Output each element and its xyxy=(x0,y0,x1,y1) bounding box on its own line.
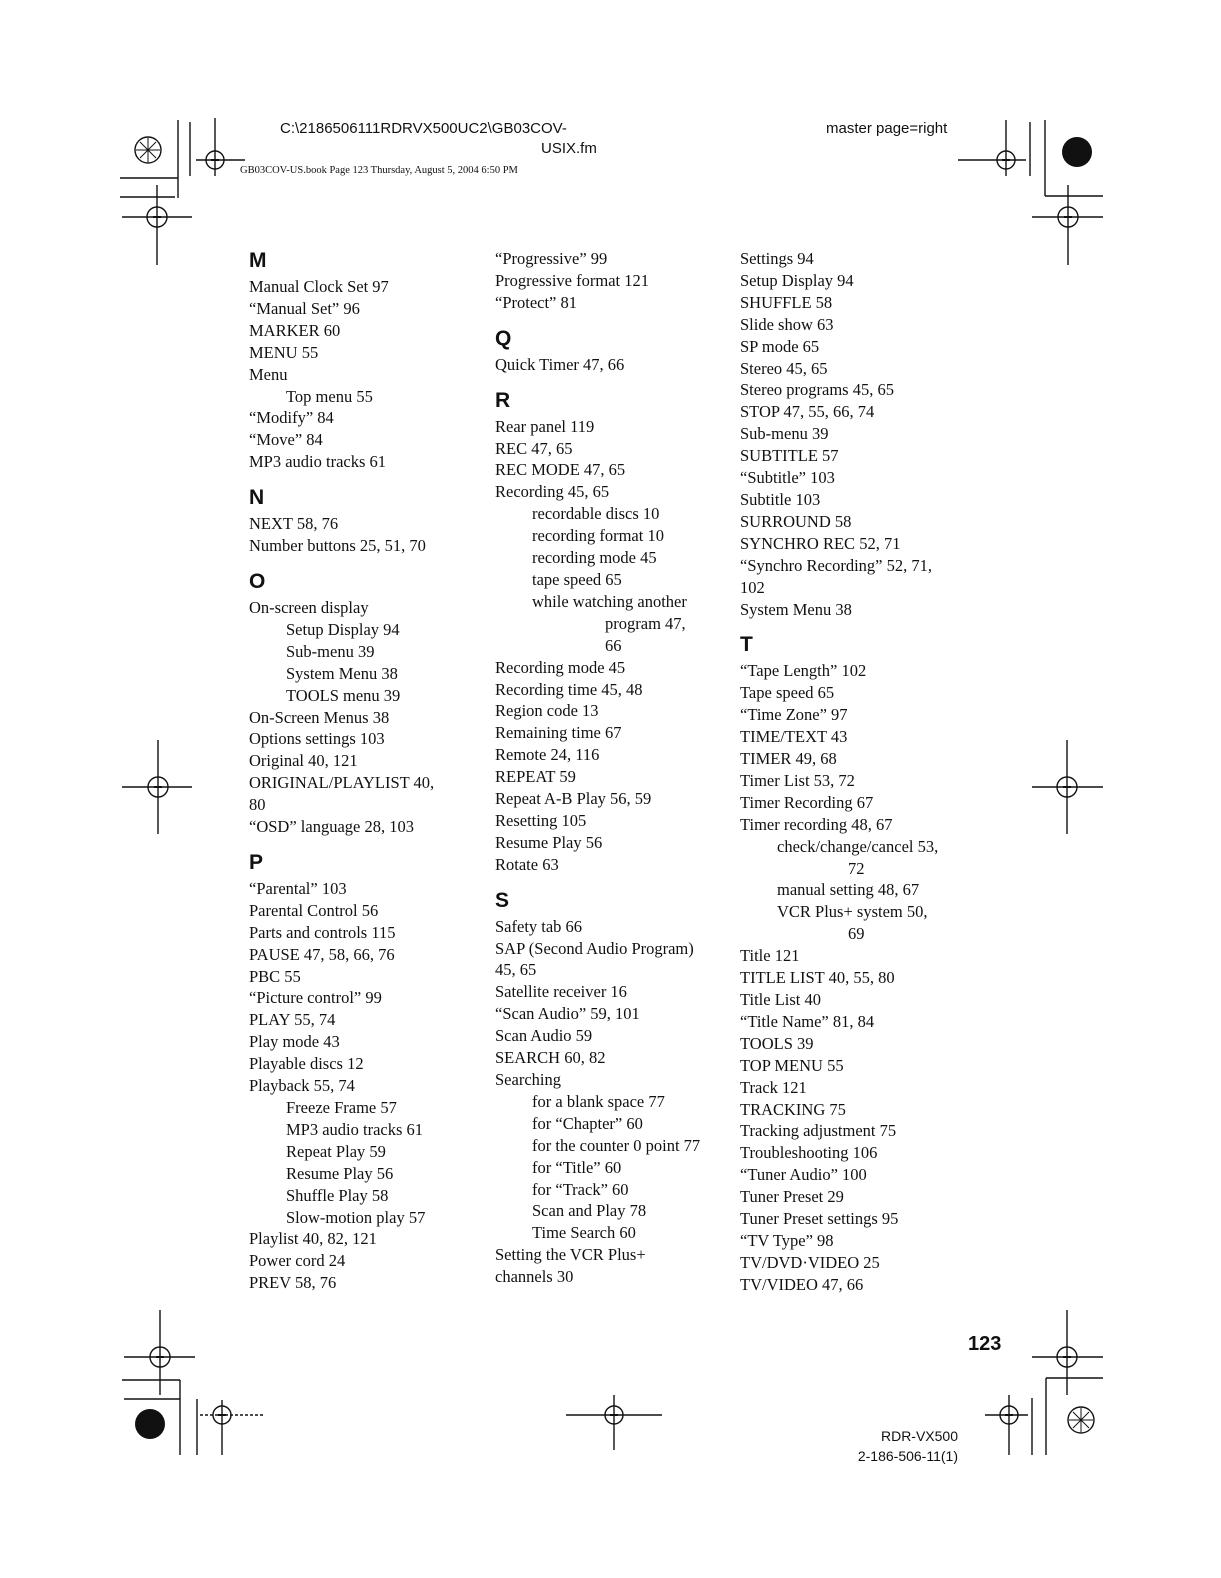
index-entry: TIMER 49, 68 xyxy=(740,749,837,769)
index-subentry: tape speed 65 xyxy=(532,569,622,589)
index-subentry: manual setting 48, 67 xyxy=(777,880,920,900)
mark-center xyxy=(1063,786,1071,788)
section-letter: M xyxy=(249,249,267,272)
model-number: RDR-VX500 xyxy=(880,1428,958,1444)
mark-center xyxy=(156,1356,164,1358)
index-entry: Timer Recording 67 xyxy=(740,792,874,812)
index-entry: ORIGINAL/PLAYLIST 40, xyxy=(249,773,435,793)
index-entry: SUBTITLE 57 xyxy=(740,446,839,466)
index-entry: Searching xyxy=(495,1070,561,1089)
index-entry: TV/DVD·VIDEO 25 xyxy=(740,1252,880,1272)
index-entry: Stereo programs 45, 65 xyxy=(740,380,894,400)
mark-center xyxy=(1002,159,1010,161)
index-entry: SAP (Second Audio Program) xyxy=(495,938,694,958)
index-entry: Tuner Preset 29 xyxy=(740,1187,844,1207)
index-entry: Recording 45, 65 xyxy=(495,482,610,502)
index-entry: “Synchro Recording” 52, 71, xyxy=(740,555,932,575)
index-entry: Rotate 63 xyxy=(495,854,559,874)
section-letter: S xyxy=(495,888,510,912)
index-entry: Playlist 40, 82, 121 xyxy=(249,1229,377,1249)
index-entry: “Picture control” 99 xyxy=(249,988,382,1008)
index-entry: “Subtitle” 103 xyxy=(740,468,835,488)
section-letter: R xyxy=(495,388,511,412)
index-subentry: for the counter 0 point 77 xyxy=(532,1135,701,1155)
index-entry-continuation: 69 xyxy=(848,924,865,944)
index-entry: Subtitle 103 xyxy=(740,489,821,509)
index-subentry: for “Chapter” 60 xyxy=(532,1113,643,1133)
index-entry: Parts and controls 115 xyxy=(249,922,396,942)
mark-center xyxy=(153,216,161,218)
index-subentry: Time Search 60 xyxy=(532,1223,636,1243)
index-subentry: System Menu 38 xyxy=(286,663,398,683)
index-entry: Repeat A-B Play 56, 59 xyxy=(495,789,652,809)
index-entry: Track 121 xyxy=(740,1077,807,1097)
page-number: 123 xyxy=(968,1333,1002,1355)
index-entry: Play mode 43 xyxy=(249,1032,340,1052)
index-entry: Settings 94 xyxy=(740,249,814,268)
index-entry: SEARCH 60, 82 xyxy=(495,1048,606,1068)
index-entry: “Protect” 81 xyxy=(495,292,578,312)
index-entry: channels 30 xyxy=(495,1267,574,1287)
index-subentry: VCR Plus+ system 50, xyxy=(777,902,928,922)
index-subentry: for a blank space 77 xyxy=(532,1091,665,1111)
index-entry: Troubleshooting 106 xyxy=(740,1143,878,1163)
index-entry: Timer recording 48, 67 xyxy=(740,814,893,834)
index-entry: SYNCHRO REC 52, 71 xyxy=(740,533,901,553)
index-entry: PBC 55 xyxy=(249,966,301,986)
index-entry: Timer List 53, 72 xyxy=(740,770,855,790)
color-bar-mark xyxy=(1062,137,1092,167)
index-entry: Stereo 45, 65 xyxy=(740,358,828,378)
index-entry-continuation: program 47, xyxy=(605,613,686,633)
index-entry: Scan Audio 59 xyxy=(495,1026,593,1046)
index-entry: Remaining time 67 xyxy=(495,723,622,743)
index-entry: Rear panel 119 xyxy=(495,416,595,436)
index-subentry: check/change/cancel 53, xyxy=(777,836,939,856)
part-number: 2-186-506-11(1) xyxy=(857,1448,958,1464)
index-subentry: while watching another xyxy=(532,591,687,611)
index-subentry: for “Track” 60 xyxy=(532,1179,629,1199)
index-entry: Setting the VCR Plus+ xyxy=(495,1245,646,1265)
index-entry: MP3 audio tracks 61 xyxy=(249,452,387,472)
section-letter: O xyxy=(249,569,266,593)
index-entry: Satellite receiver 16 xyxy=(495,982,627,1002)
index-entry: “Move” 84 xyxy=(249,430,323,450)
index-subentry: Resume Play 56 xyxy=(286,1163,394,1183)
book-info: GB03COV-US.book Page 123 Thursday, August 5, 2004 6:50 PM xyxy=(240,165,518,176)
index-entry: SP mode 65 xyxy=(740,336,820,356)
index-entry: “TV Type” 98 xyxy=(740,1230,834,1250)
index-column-2 xyxy=(495,248,735,1288)
section-letter: N xyxy=(249,486,265,510)
index-entry: “Scan Audio” 59, 101 xyxy=(495,1004,640,1024)
mark-center xyxy=(211,159,219,161)
index-entry: Resume Play 56 xyxy=(495,832,603,852)
index-subentry: Repeat Play 59 xyxy=(286,1141,386,1161)
index-entry: TOP MENU 55 xyxy=(740,1055,844,1075)
index-entry: Recording mode 45 xyxy=(495,657,626,677)
index-entry: 45, 65 xyxy=(495,960,537,980)
file-path-line1: C:\2186506111RDRVX500UC2\GB03COV- xyxy=(280,120,567,137)
index-entry: “Manual Set” 96 xyxy=(249,298,360,318)
index-entry: Sub-menu 39 xyxy=(740,424,829,444)
file-path-line2: USIX.fm xyxy=(541,140,597,157)
index-entry: “Parental” 103 xyxy=(249,878,347,898)
index-entry: “Modify” 84 xyxy=(249,408,334,428)
index-subentry: TOOLS menu 39 xyxy=(286,685,401,705)
index-entry: TOOLS 39 xyxy=(740,1033,814,1053)
index-entry: MARKER 60 xyxy=(249,320,341,340)
index-entry: Slide show 63 xyxy=(740,314,834,334)
mark-center xyxy=(1064,216,1072,218)
index-entry-continuation: 66 xyxy=(605,635,622,655)
section-letter: T xyxy=(740,633,753,657)
index-subentry: Freeze Frame 57 xyxy=(286,1098,397,1117)
index-entry: “Title Name” 81, 84 xyxy=(740,1011,875,1031)
index-entry: Tracking adjustment 75 xyxy=(740,1121,897,1141)
index-entry: Original 40, 121 xyxy=(249,751,358,771)
index-entry: REPEAT 59 xyxy=(495,767,576,787)
index-entry: On-Screen Menus 38 xyxy=(249,707,390,727)
index-entry: Title 121 xyxy=(740,946,800,966)
index-entry: SURROUND 58 xyxy=(740,511,852,531)
index-entry: MENU 55 xyxy=(249,342,319,362)
index-entry: Parental Control 56 xyxy=(249,900,379,920)
index-entry: Tape speed 65 xyxy=(740,683,835,703)
mark-center xyxy=(218,1414,226,1416)
index-subentry: Top menu 55 xyxy=(286,386,373,406)
index-entry: “Time Zone” 97 xyxy=(740,705,848,725)
index-subentry: Slow-motion play 57 xyxy=(286,1207,426,1227)
index-subentry: recording mode 45 xyxy=(532,548,657,568)
index-entry: 102 xyxy=(740,577,765,597)
index-subentry: recording format 10 xyxy=(532,526,664,546)
index-column-1 xyxy=(249,248,489,1294)
index-entry: PAUSE 47, 58, 66, 76 xyxy=(249,944,395,964)
index-entry: Setup Display 94 xyxy=(740,270,854,290)
index-entry: Safety tab 66 xyxy=(495,916,583,936)
index-entry: Region code 13 xyxy=(495,701,599,721)
index-entry: Quick Timer 47, 66 xyxy=(495,354,625,374)
index-subentry: Sub-menu 39 xyxy=(286,641,375,661)
index-entry: Menu xyxy=(249,364,288,384)
index-entry: Manual Clock Set 97 xyxy=(249,277,389,296)
index-entry: Progressive format 121 xyxy=(495,270,649,290)
index-entry: Resetting 105 xyxy=(495,810,587,830)
index-entry: NEXT 58, 76 xyxy=(249,514,339,534)
color-bar-mark xyxy=(135,1409,165,1439)
index-entry: PREV 58, 76 xyxy=(249,1273,337,1293)
section-letter: Q xyxy=(495,326,512,350)
index-entry: PLAY 55, 74 xyxy=(249,1010,336,1030)
index-subentry: Scan and Play 78 xyxy=(532,1201,647,1221)
index-entry: “Tuner Audio” 100 xyxy=(740,1165,867,1185)
index-entry: Remote 24, 116 xyxy=(495,745,600,765)
index-subentry: Setup Display 94 xyxy=(286,619,400,639)
index-entry: TRACKING 75 xyxy=(740,1099,846,1119)
index-entry: On-screen display xyxy=(249,597,369,617)
index-entry: TITLE LIST 40, 55, 80 xyxy=(740,968,895,988)
mark-center xyxy=(1005,1414,1013,1416)
section-letter: P xyxy=(249,850,264,874)
index-entry: REC MODE 47, 65 xyxy=(495,460,626,480)
index-entry: TIME/TEXT 43 xyxy=(740,727,848,747)
index-entry: STOP 47, 55, 66, 74 xyxy=(740,402,875,422)
index-entry: Tuner Preset settings 95 xyxy=(740,1209,899,1229)
index-entry: Playable discs 12 xyxy=(249,1054,364,1074)
index-entry: Playback 55, 74 xyxy=(249,1076,355,1096)
index-entry: “Progressive” 99 xyxy=(495,249,608,268)
mark-center xyxy=(610,1414,618,1416)
index-entry: System Menu 38 xyxy=(740,599,852,619)
index-entry: Title List 40 xyxy=(740,990,821,1009)
index-subentry: MP3 audio tracks 61 xyxy=(286,1119,424,1139)
index-column-3 xyxy=(740,248,980,1296)
master-page-label: master page=right xyxy=(826,120,948,137)
index-entry: Recording time 45, 48 xyxy=(495,679,643,699)
mark-center xyxy=(1063,1356,1071,1358)
index-entry: “Tape Length” 102 xyxy=(740,661,867,681)
index-entry: Power cord 24 xyxy=(249,1251,346,1271)
index-entry: REC 47, 65 xyxy=(495,438,573,458)
index-subentry: for “Title” 60 xyxy=(532,1157,622,1177)
index-entry: TV/VIDEO 47, 66 xyxy=(740,1274,864,1294)
index-entry: “OSD” language 28, 103 xyxy=(249,817,414,837)
index-entry: SHUFFLE 58 xyxy=(740,292,833,312)
index-entry: 80 xyxy=(249,795,266,815)
mark-center xyxy=(154,786,162,788)
index-entry: Options settings 103 xyxy=(249,729,385,749)
index-subentry: recordable discs 10 xyxy=(532,504,660,524)
index-entry-continuation: 72 xyxy=(848,858,865,878)
index-entry: Number buttons 25, 51, 70 xyxy=(249,536,426,556)
index-subentry: Shuffle Play 58 xyxy=(286,1185,389,1205)
